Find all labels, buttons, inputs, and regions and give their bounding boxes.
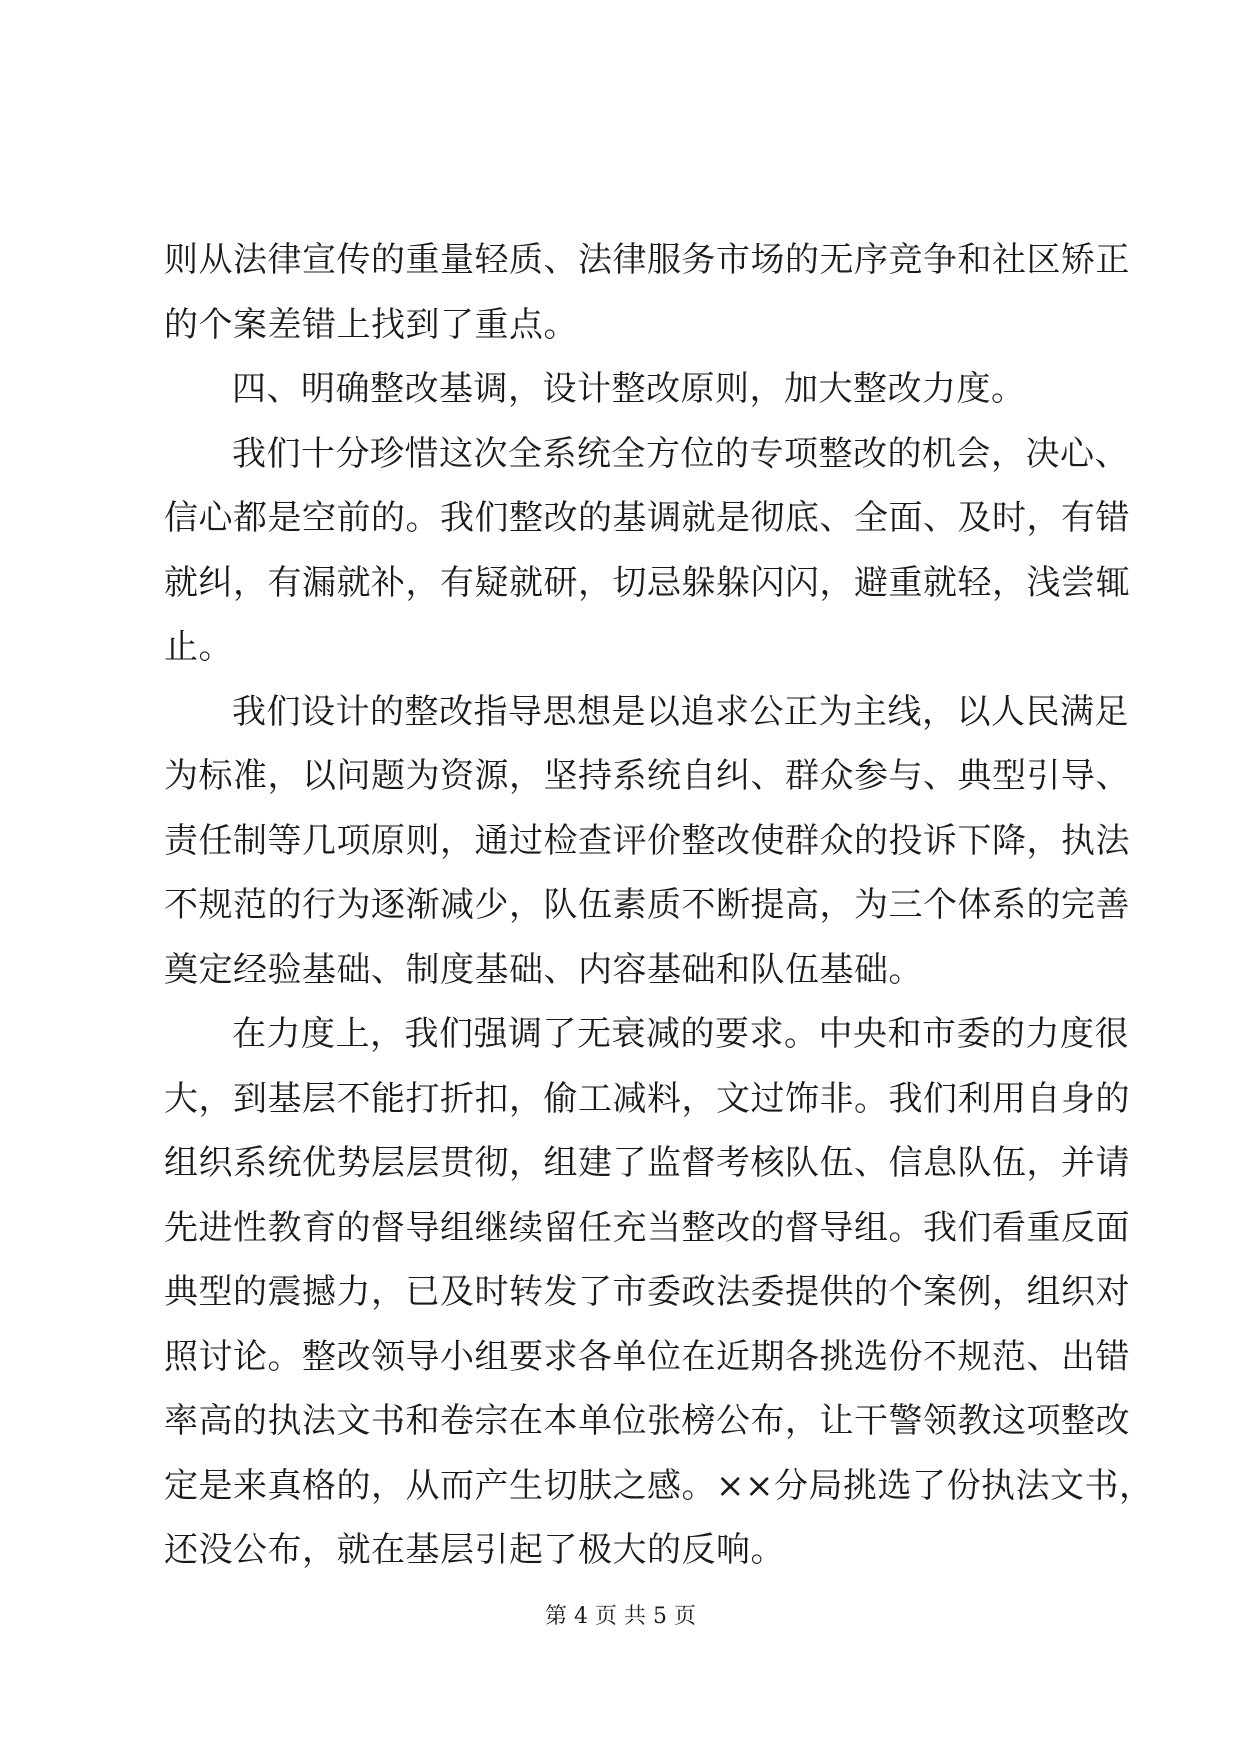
text-line: 的个案差错上找到了重点。 xyxy=(164,304,578,345)
text-line: 信心都是空前的。我们整改的基调就是彻底、全面、及时，有错 xyxy=(164,498,1130,538)
text-line: 组织系统优势层层贯彻，组建了监督考核队伍、信息队伍，并请 xyxy=(164,1143,1130,1183)
text-line: 我们十分珍惜这次全系统全方位的专项整改的机会，决心、 xyxy=(232,433,1129,474)
section-heading: 四、明确整改基调，设计整改原则，加大整改力度。 xyxy=(232,369,1026,409)
text-line: 则从法律宣传的重量轻质、法律服务市场的无序竞争和社区矫正 xyxy=(164,240,1130,280)
text-line: 奠定经验基础、制度基础、内容基础和队伍基础。 xyxy=(164,949,923,990)
text-line: 典型的震撼力，已及时转发了市委政法委提供的个案例，组织对 xyxy=(164,1272,1130,1312)
text-line: 责任制等几项原则，通过检查评价整改使群众的投诉下降，执法 xyxy=(164,820,1130,861)
text-line: 为标准，以问题为资源，坚持系统自纠、群众参与、典型引导、 xyxy=(164,756,1130,796)
text-line: 止。 xyxy=(164,627,233,667)
text-line: 定是来真格的，从而产生切肤之感。××分局挑选了份执法文书， xyxy=(164,1465,1154,1506)
text-line: 就纠，有漏就补，有疑就研，切忌躲躲闪闪，避重就轻，浅尝辄 xyxy=(164,562,1130,603)
text-line: 先进性教育的督导组继续留任充当整改的督导组。我们看重反面 xyxy=(164,1207,1130,1248)
text-line: 我们设计的整改指导思想是以追求公正为主线，以人民满足 xyxy=(232,691,1129,732)
page-number-footer: 第 4 页 共 5 页 xyxy=(545,1604,696,1629)
text-line: 还没公布，就在基层引起了极大的反响。 xyxy=(164,1530,785,1570)
document-body xyxy=(164,228,1154,1583)
text-line: 在力度上，我们强调了无衰减的要求。中央和市委的力度很 xyxy=(232,1014,1129,1054)
text-line: 大，到基层不能打折扣，偷工减料，文过饰非。我们利用自身的 xyxy=(164,1078,1130,1119)
text-line: 率高的执法文书和卷宗在本单位张榜公布，让干警领教这项整改 xyxy=(164,1401,1130,1441)
text-line: 不规范的行为逐渐减少，队伍素质不断提高，为三个体系的完善 xyxy=(164,885,1130,925)
text-line: 照讨论。整改领导小组要求各单位在近期各挑选份不规范、出错 xyxy=(164,1336,1130,1377)
